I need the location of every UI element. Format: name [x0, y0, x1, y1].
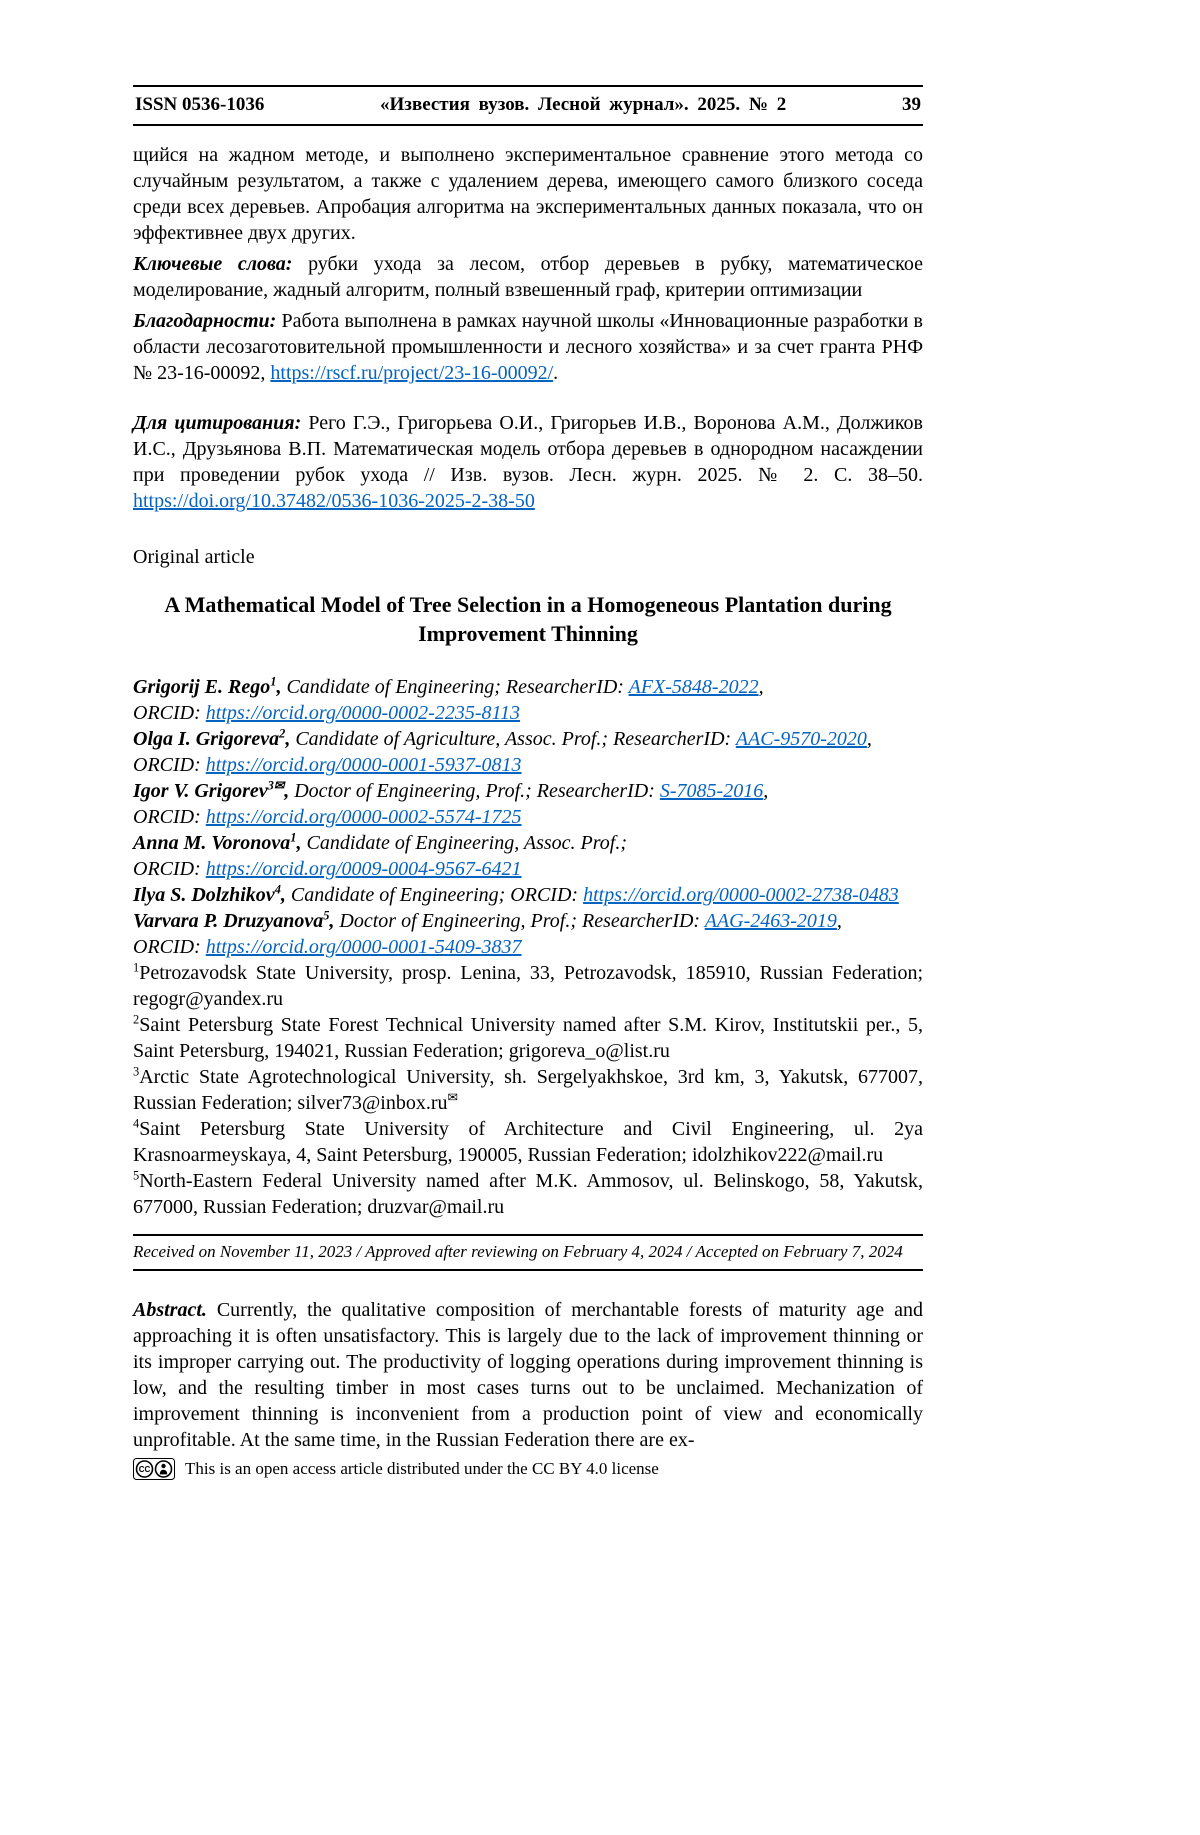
- header-journal-title: «Известия вузов. Лесной журнал». 2025. № 2: [380, 94, 787, 115]
- hyperlink[interactable]: AFX-5848-2022: [628, 676, 759, 698]
- author-name: Grigorij E. Rego: [133, 676, 271, 698]
- text-run: ORCID:: [133, 858, 206, 880]
- author-line: [133, 908, 923, 934]
- text-run: Arctic State Agrotechnological University, sh. Sergelyakhskoe, 3rd km, 3, Yakutsk, 677007, Russian Federation; silver73@inbox.ru: [133, 1066, 923, 1114]
- license-text: This is an open access article distributed under the CC BY 4.0 license: [185, 1459, 659, 1478]
- text-run: Saint Petersburg State University of Architecture and Civil Engineering, ul. 2ya Krasnoarmeyskaya, 4, Saint Petersburg, 190005, Russian Federation; idolzhikov222@mail.ru: [133, 1118, 923, 1166]
- text-run: ORCID:: [133, 936, 206, 958]
- continuation-paragraph: щийся на жадном методе, и выполнено экспериментальное сравнение этого метода со случайным результатом, а также с удалением дерева, имеющего самого близкого соседа среди всех деревьев. Апробация алгоритма на экспериментальных данных показала, что он эффективнее двух других.: [133, 144, 923, 244]
- page-content: [133, 0, 923, 1453]
- acknowledgments-label: Благодарности:: [133, 310, 277, 332]
- keywords-text: рубки ухода за лесом, отбор деревьев в рубку, математическое моделирование, жадный алгоритм, полный взвешенный граф, критерии оптимизации: [133, 253, 924, 301]
- author-name: ,: [285, 728, 291, 750]
- author-line: [133, 882, 923, 908]
- article-type-label: Original article: [133, 546, 255, 568]
- superscript-marker: 5: [133, 1168, 140, 1183]
- cc-by-icon: [133, 1458, 175, 1480]
- affiliations-block: [133, 960, 923, 1220]
- abstract-paragraph: [133, 1297, 923, 1453]
- affiliation: [133, 960, 923, 1012]
- text-run: Doctor of Engineering, Prof.; ResearcherID:: [334, 910, 705, 932]
- text-run: Saint Petersburg State Forest Technical University named after S.M. Kirov, Institutskii per., 5, Saint Petersburg, 194021, Russian Federation; grigoreva_o@list.ru: [133, 1014, 923, 1062]
- acknowledgments-suffix: .: [553, 362, 559, 384]
- affiliation: [133, 1064, 923, 1116]
- author-name: ,: [280, 884, 286, 906]
- hyperlink[interactable]: https://orcid.org/0000-0002-2235-8113: [205, 702, 521, 724]
- superscript-marker: 2: [133, 1012, 140, 1027]
- author-name: ,: [284, 780, 290, 802]
- citation-text: Рего Г.Э., Григорьева О.И., Григорьев И.В., Воронова А.М., Должиков И.С., Друзьянова В.П. Математическая модель отбора деревьев в однородном насаждении при проведении рубок ухода // Изв. вузов. Лесн. журн. 2025. № 2. С. 38–50.: [133, 412, 923, 486]
- text-run: Candidate of Engineering; ResearcherID:: [281, 676, 629, 698]
- text-run: ORCID:: [133, 702, 206, 724]
- superscript-marker: ✉: [447, 1090, 458, 1105]
- dates-line: Received on November 11, 2023 / Approved after reviewing on February 4, 2024 / Accepted on February 7, 2024: [133, 1234, 923, 1271]
- superscript-marker: 1: [133, 960, 140, 975]
- keywords-paragraph: [133, 251, 923, 303]
- author-name: Anna M. Voronova: [133, 832, 291, 854]
- hyperlink[interactable]: https://orcid.org/0009-0004-9567-6421: [205, 858, 522, 880]
- affiliation: [133, 1168, 923, 1220]
- acknowledgments-paragraph: [133, 308, 923, 386]
- header-page-number: 39: [901, 94, 921, 115]
- running-header: [133, 85, 923, 126]
- author-line: [133, 700, 923, 726]
- author-name: Ilya S. Dolzhikov: [133, 884, 275, 906]
- doi-link[interactable]: https://doi.org/10.37482/0536-1036-2025-2-38-50: [133, 490, 535, 512]
- author-line: [133, 752, 923, 778]
- author-name: Igor V. Grigorev: [133, 780, 268, 802]
- citation-paragraph: [133, 410, 923, 514]
- text-run: ORCID:: [133, 806, 206, 828]
- text-run: ORCID:: [133, 754, 206, 776]
- abstract-text: Currently, the qualitative composition of merchantable forests of maturity age and approaching it is often unsatisfactory. This is largely due to the lack of improvement thinning or its improper carrying out. The productivity of logging operations during improvement thinning is low, and the resulting timber in most cases turns out to be unclaimed. Mechanization of improvement thinning is inconvenient from a production point of view and economically unprofitable. At the same time, in the Russian Federation there are ex-: [133, 1299, 923, 1451]
- author-name: Olga I. Grigoreva: [133, 728, 280, 750]
- superscript-marker: 4: [274, 882, 281, 897]
- text-run: Candidate of Engineering, Assoc. Prof.;: [301, 832, 628, 854]
- hyperlink[interactable]: https://orcid.org/0000-0002-2738-0483: [583, 884, 899, 906]
- text-run: ,: [836, 910, 842, 932]
- author-name: ,: [329, 910, 335, 932]
- acknowledgments-text: Работа выполнена в рамках научной школы «Инновационные разработки в области лесозаготовительной промышленности и лесного хозяйства» и за счет гранта РНФ № 23-16-00092,: [133, 310, 923, 384]
- license-footer: [133, 1458, 923, 1480]
- header-issn: ISSN 0536-1036: [135, 94, 265, 115]
- author-line: [133, 830, 923, 856]
- affiliation: [133, 1116, 923, 1168]
- text-run: Candidate of Engineering; ORCID:: [285, 884, 584, 906]
- text-run: Doctor of Engineering, Prof.; ResearcherID:: [289, 780, 660, 802]
- hyperlink[interactable]: https://orcid.org/0000-0001-5937-0813: [205, 754, 522, 776]
- author-line: [133, 856, 923, 882]
- svg-text:CC: CC: [138, 1465, 151, 1474]
- hyperlink[interactable]: https://orcid.org/0000-0002-5574-1725: [205, 806, 522, 828]
- text-run: Candidate of Agriculture, Assoc. Prof.; ResearcherID:: [290, 728, 736, 750]
- superscript-marker: 1: [270, 674, 277, 689]
- author-name: Varvara P. Druzyanova: [133, 910, 324, 932]
- author-line: [133, 804, 923, 830]
- author-line: [133, 934, 923, 960]
- author-line: [133, 674, 923, 700]
- hyperlink[interactable]: AAG-2463-2019: [704, 910, 837, 932]
- author-line: [133, 778, 923, 804]
- text-run: North-Eastern Federal University named after M.K. Ammosov, ul. Belinskogo, 58, Yakutsk, 677000, Russian Federation; druzvar@mail.ru: [133, 1170, 923, 1218]
- text-run: Petrozavodsk State University, prosp. Lenina, 33, Petrozavodsk, 185910, Russian Federation; regogr@yandex.ru: [133, 962, 923, 1010]
- keywords-label: Ключевые слова:: [133, 253, 293, 275]
- abstract-label: Abstract.: [133, 1299, 207, 1321]
- text-run: ,: [866, 728, 872, 750]
- text-run: ,: [763, 780, 769, 802]
- hyperlink[interactable]: S-7085-2016: [659, 780, 764, 802]
- author-name: ,: [276, 676, 282, 698]
- hyperlink[interactable]: AAC-9570-2020: [735, 728, 867, 750]
- superscript-marker: 3✉: [267, 778, 285, 793]
- hyperlink[interactable]: https://orcid.org/0000-0001-5409-3837: [205, 936, 522, 958]
- affiliation: [133, 1012, 923, 1064]
- authors-block: [133, 674, 923, 960]
- superscript-marker: 2: [279, 726, 286, 741]
- rscf-grant-link[interactable]: https://rscf.ru/project/23-16-00092/: [270, 362, 554, 384]
- author-line: [133, 726, 923, 752]
- superscript-marker: 3: [133, 1064, 140, 1079]
- citation-label: Для цитирования:: [133, 412, 302, 434]
- text-run: ,: [758, 676, 764, 698]
- author-name: ,: [296, 832, 302, 854]
- article-title: A Mathematical Model of Tree Selection in a Homogeneous Plantation during Improvement Thinning: [164, 592, 892, 646]
- superscript-marker: 1: [290, 830, 297, 845]
- superscript-marker: 5: [323, 908, 330, 923]
- superscript-marker: 4: [133, 1116, 140, 1131]
